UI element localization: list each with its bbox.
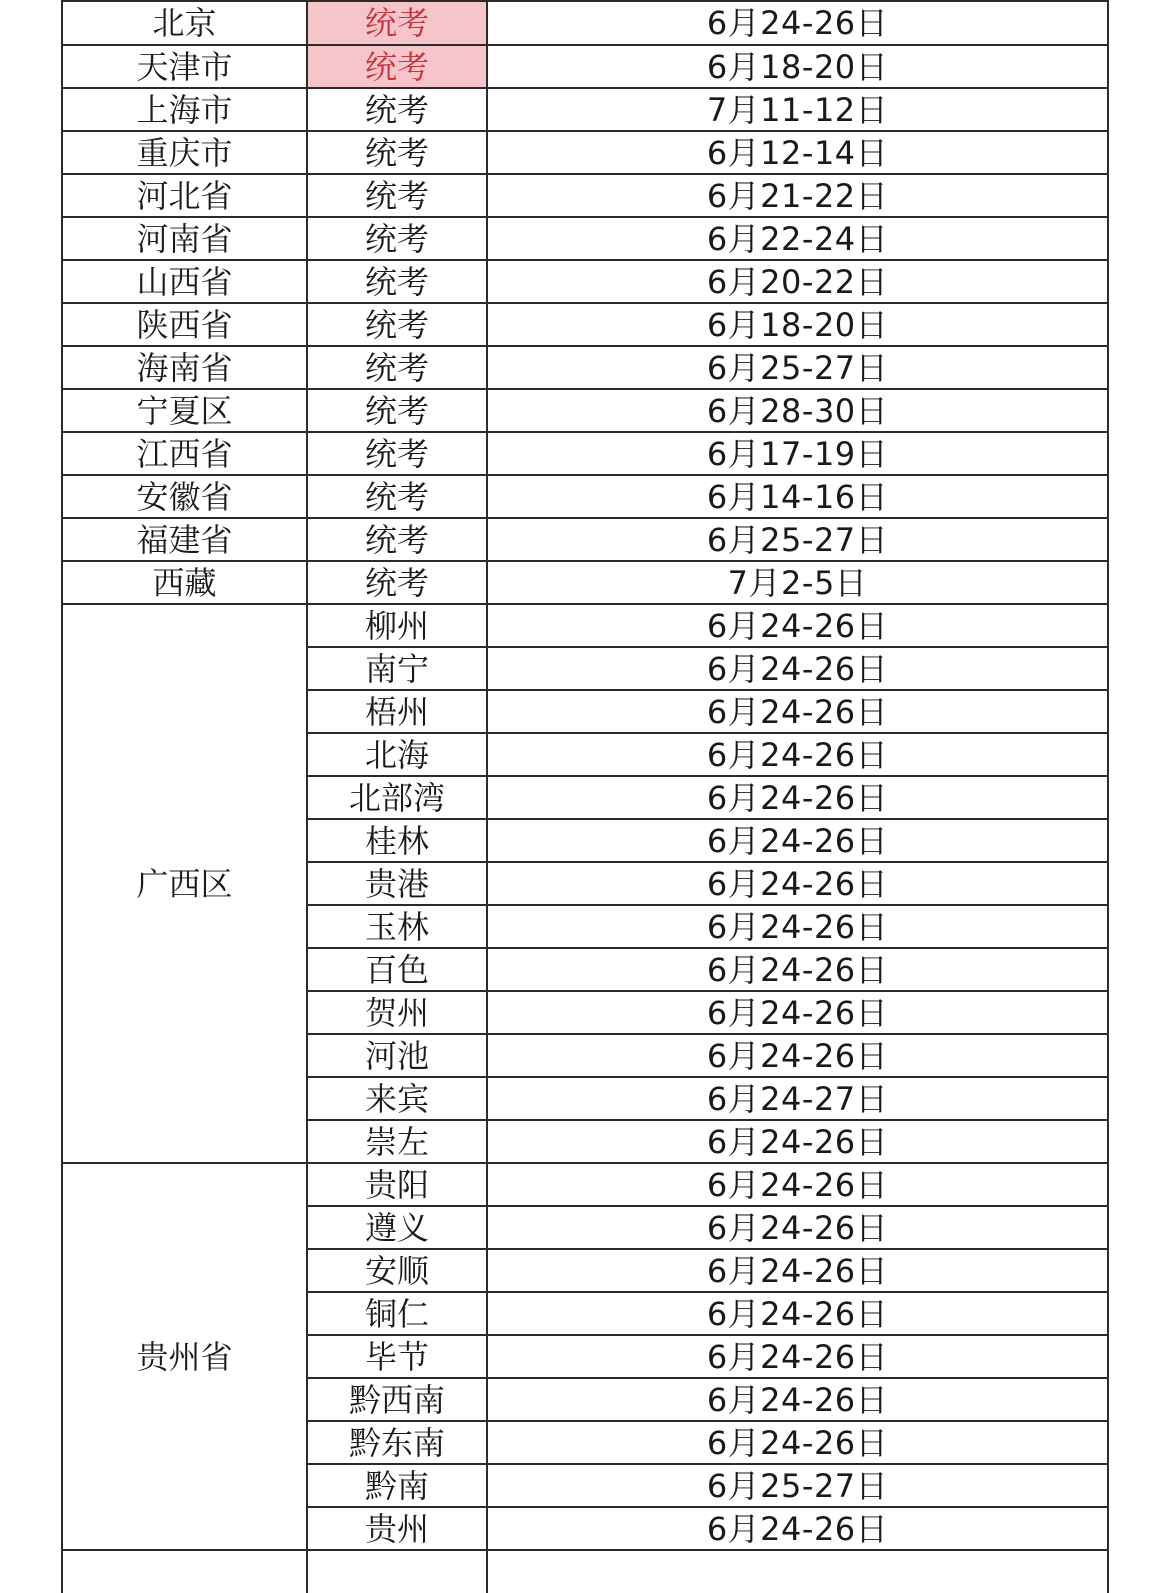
exam-date-cell: 6月24-26日 [487,1335,1108,1378]
city-cell: 北部湾 [307,776,487,819]
city-cell: 遵义 [307,1206,487,1249]
exam-date-cell: 6月25-27日 [487,1464,1108,1507]
region-cell: 河北省 [62,174,307,217]
table-row [62,518,1108,561]
city-cell: 贵阳 [307,1163,487,1206]
city-cell: 桂林 [307,819,487,862]
city-cell: 黔西南 [307,1378,487,1421]
exam-date-cell: 6月24-26日 [487,690,1108,733]
exam-date-cell: 6月20-22日 [487,260,1108,303]
table-row [62,475,1108,518]
exam-date-cell: 6月24-26日 [487,1163,1108,1206]
city-cell: 来宾 [307,1077,487,1120]
region-cell: 北京 [62,1,307,45]
exam-date-cell: 6月24-26日 [487,647,1108,690]
exam-date-cell: 6月24-26日 [487,819,1108,862]
table-row [62,131,1108,174]
empty-cell [62,1550,307,1593]
region-cell: 河南省 [62,217,307,260]
table-row [62,561,1108,604]
exam-date-cell: 6月25-27日 [487,346,1108,389]
region-cell: 天津市 [62,45,307,88]
city-cell: 铜仁 [307,1292,487,1335]
exam-type-cell: 统考 [307,518,487,561]
table-row [62,604,1108,647]
exam-date-cell: 6月24-26日 [487,1421,1108,1464]
exam-date-cell: 7月11-12日 [487,88,1108,131]
table-row [62,1163,1108,1206]
exam-date-cell: 6月14-16日 [487,475,1108,518]
city-cell: 河池 [307,1034,487,1077]
exam-date-cell: 6月24-26日 [487,1,1108,45]
city-cell: 梧州 [307,690,487,733]
city-cell: 南宁 [307,647,487,690]
table-row [62,303,1108,346]
city-cell: 贺州 [307,991,487,1034]
exam-date-cell: 6月24-26日 [487,1378,1108,1421]
city-cell: 贵州 [307,1507,487,1550]
exam-schedule-table [61,0,1109,1593]
exam-type-cell-highlighted: 统考 [307,1,487,45]
exam-type-cell: 统考 [307,88,487,131]
exam-date-cell: 6月24-26日 [487,1249,1108,1292]
exam-type-cell: 统考 [307,217,487,260]
exam-date-cell: 6月17-19日 [487,432,1108,475]
region-cell: 安徽省 [62,475,307,518]
exam-date-cell: 6月24-26日 [487,1292,1108,1335]
exam-date-cell: 6月24-26日 [487,948,1108,991]
table-row [62,217,1108,260]
region-cell: 宁夏区 [62,389,307,432]
exam-date-cell: 6月22-24日 [487,217,1108,260]
region-cell: 山西省 [62,260,307,303]
exam-type-cell: 统考 [307,561,487,604]
exam-type-cell: 统考 [307,389,487,432]
exam-schedule-body [62,1,1108,1593]
merged-region-cell: 贵州省 [62,1163,307,1550]
exam-date-cell: 6月21-22日 [487,174,1108,217]
city-cell: 北海 [307,733,487,776]
city-cell: 黔东南 [307,1421,487,1464]
table-row [62,45,1108,88]
exam-type-cell-highlighted: 统考 [307,45,487,88]
merged-region-cell: 广西区 [62,604,307,1163]
region-cell: 陕西省 [62,303,307,346]
table-row [62,260,1108,303]
exam-date-cell: 6月18-20日 [487,303,1108,346]
exam-date-cell: 6月24-26日 [487,991,1108,1034]
region-cell: 重庆市 [62,131,307,174]
exam-date-cell: 6月24-26日 [487,862,1108,905]
exam-date-cell: 7月2-5日 [487,561,1108,604]
exam-type-cell: 统考 [307,346,487,389]
exam-type-cell: 统考 [307,475,487,518]
exam-type-cell: 统考 [307,131,487,174]
region-cell: 福建省 [62,518,307,561]
exam-date-cell: 6月24-26日 [487,733,1108,776]
city-cell: 柳州 [307,604,487,647]
exam-date-cell: 6月24-27日 [487,1077,1108,1120]
region-cell: 海南省 [62,346,307,389]
city-cell: 玉林 [307,905,487,948]
city-cell: 崇左 [307,1120,487,1163]
city-cell: 黔南 [307,1464,487,1507]
exam-date-cell: 6月24-26日 [487,1507,1108,1550]
city-cell: 百色 [307,948,487,991]
region-cell: 西藏 [62,561,307,604]
region-cell: 上海市 [62,88,307,131]
exam-schedule-sheet [61,0,1107,1555]
exam-date-cell: 6月24-26日 [487,1206,1108,1249]
exam-type-cell: 统考 [307,260,487,303]
empty-cell [487,1550,1108,1593]
region-cell: 江西省 [62,432,307,475]
exam-date-cell: 6月12-14日 [487,131,1108,174]
exam-type-cell: 统考 [307,303,487,346]
table-row-cut-off [62,1550,1108,1593]
city-cell: 安顺 [307,1249,487,1292]
exam-type-cell: 统考 [307,174,487,217]
exam-date-cell: 6月28-30日 [487,389,1108,432]
table-row [62,88,1108,131]
table-row [62,346,1108,389]
exam-type-cell: 统考 [307,432,487,475]
exam-date-cell: 6月25-27日 [487,518,1108,561]
table-row [62,174,1108,217]
city-cell: 贵港 [307,862,487,905]
exam-date-cell: 6月18-20日 [487,45,1108,88]
exam-date-cell: 6月24-26日 [487,604,1108,647]
empty-cell [307,1550,487,1593]
table-row [62,389,1108,432]
exam-date-cell: 6月24-26日 [487,1120,1108,1163]
city-cell: 毕节 [307,1335,487,1378]
table-row [62,432,1108,475]
table-row [62,1,1108,45]
exam-date-cell: 6月24-26日 [487,905,1108,948]
exam-date-cell: 6月24-26日 [487,776,1108,819]
exam-date-cell: 6月24-26日 [487,1034,1108,1077]
